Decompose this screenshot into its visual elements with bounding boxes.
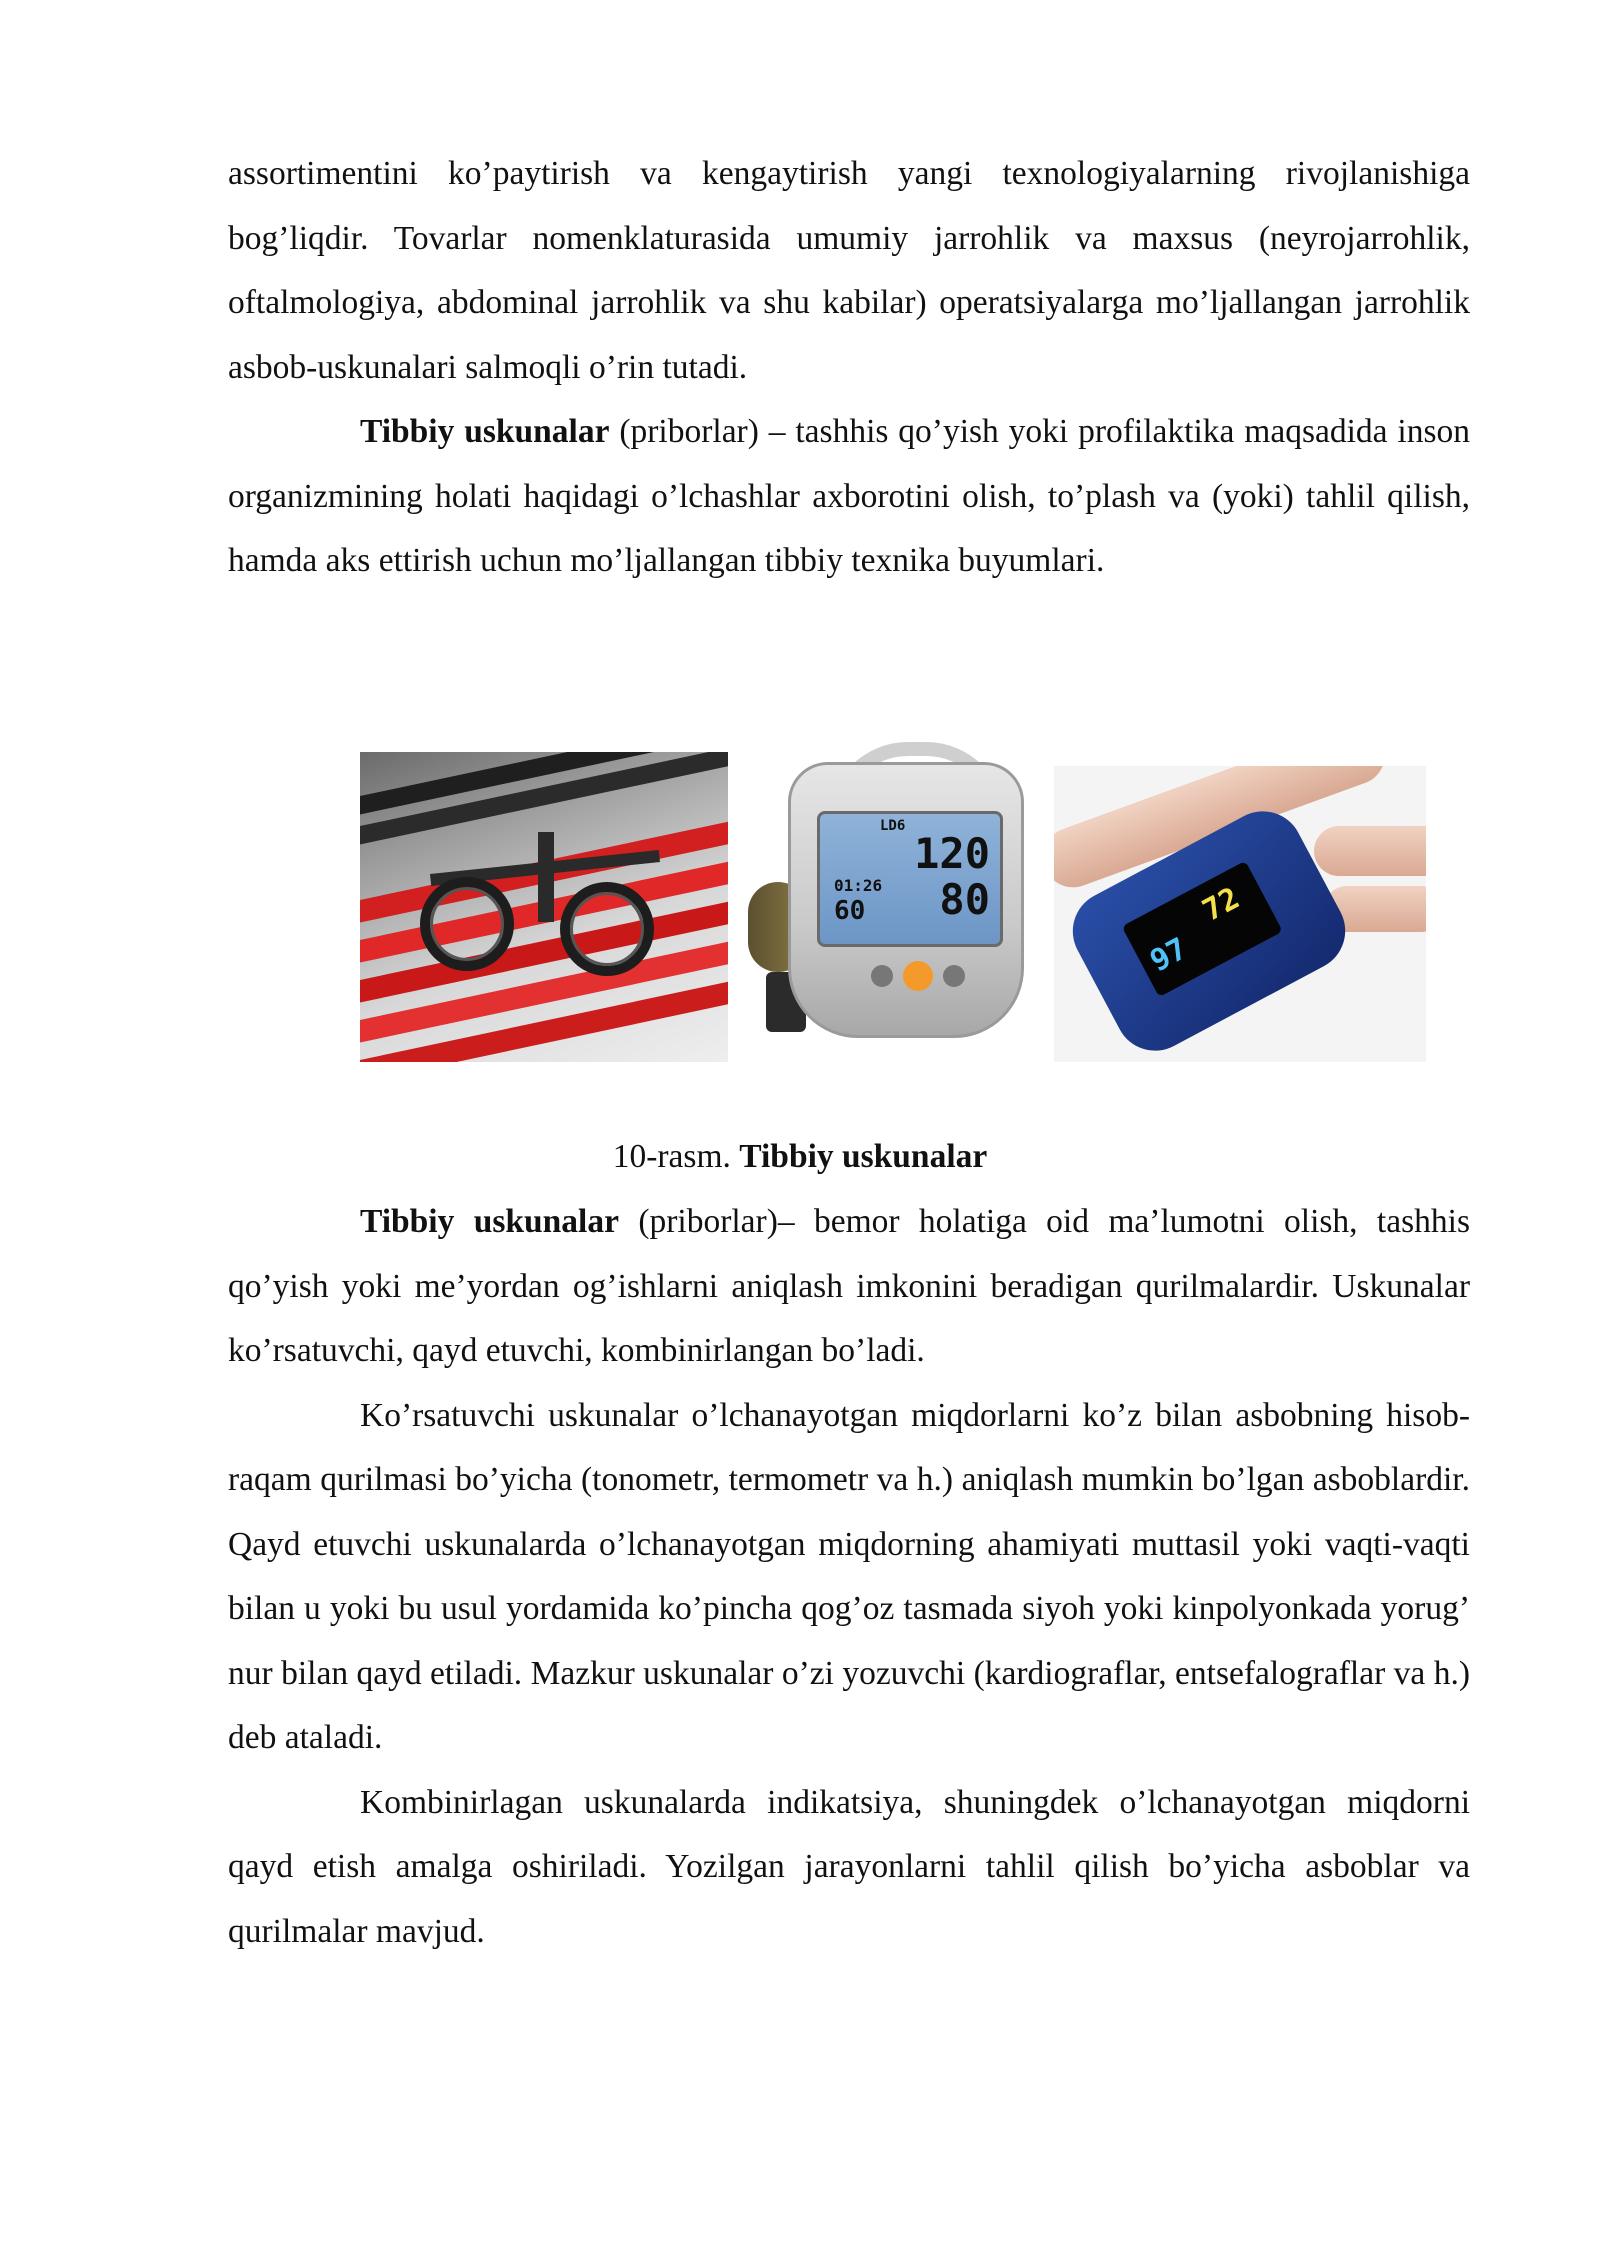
- oximeter-screen: [1122, 861, 1283, 997]
- bp-systolic: 120: [914, 829, 990, 878]
- definition-text: (priborlar) – tashhis qo’yish yoki profilaktika maqsadida inson organizmining holati haqidagi o’lchashlar axborotini olish, to’plash va (yoki) tahlil qilish, hamda aks ettirish uchun mo’ljallangan tibbiy texnika buyumlari.: [228, 413, 1470, 579]
- term-bold-2: Tibbiy uskunalar: [360, 1203, 619, 1240]
- caption-title: Tibbiy uskunalar: [739, 1138, 988, 1175]
- paragraph-combined: Kombinirlagan uskunalarda indikatsiya, shuningdek o’lchanayotgan miqdorni qayd etish amalga oshiriladi. Yozilgan jarayonlarni tahlil qilish bo’yicha asboblar va qurilmalar mavjud.: [228, 1783, 1470, 1950]
- bp-model: LD6: [880, 818, 906, 834]
- blood-pressure-monitor-icon: [748, 742, 1028, 1072]
- paragraph-definition-2: [228, 1190, 1470, 1384]
- bp-pulse: 60: [834, 896, 866, 926]
- text-block-top: [228, 142, 1470, 594]
- bp-screen: [817, 811, 1003, 947]
- term-bold: Tibbiy uskunalar: [360, 413, 610, 450]
- definition-text-2: (priborlar)– bemor holatiga oid ma’lumotni olish, tashhis qo’yish yoki me’yordan og’ishlarni aniqlash imkonini beradigan qurilmalardir. Uskunalar ko’rsatuvchi, qayd etuvchi, kombinirlangan bo’ladi.: [228, 1203, 1470, 1369]
- paragraph-definition: [228, 400, 1470, 594]
- figure-caption: [0, 1125, 1600, 1190]
- figure-medical-devices: [358, 742, 1438, 1072]
- paragraph-indicating: Ko’rsatuvchi uskunalar o’lchanayotgan miqdorlarni ko’z bilan asbobning hisob-raqam qurilmasi bo’yicha (tonometr, termometr va h.) aniqlash mumkin bo’lgan asboblardir. Qayd etuvchi uskunalarda o’lchanayotgan miqdorning ahamiyati muttasil yoki vaqti-vaqti bilan u yoki bu usul yordamida ko’pincha qog’oz tasmada siyoh yoki kinpolyonkada yorug’ nur bilan qayd etiladi. Mazkur uskunalar o’zi yozuvchi (kardiograflar, entsefalograflar va h.) deb ataladi.: [228, 1396, 1470, 1756]
- paragraph: assortimentini ko’paytirish va kengaytirish yangi texnologiyalarning rivojlanishiga bog’liqdir. Tovarlar nomenklaturasida umumiy jarrohlik va maxsus (neyrojarrohlik, oftalmologiya, abdominal jarrohlik va shu kabilar) operatsiyalarga mo’ljallangan jarrohlik asbob-uskunalari salmoqli o’rin tutadi.: [228, 155, 1470, 386]
- text-block-bottom: [228, 1190, 1470, 1964]
- trial-lens-frame-icon: [360, 752, 728, 1062]
- oximeter-spo2: 97: [1144, 931, 1193, 980]
- caption-number: 10-rasm.: [612, 1138, 740, 1175]
- bp-diastolic: 80: [939, 875, 990, 924]
- oximeter-pr: 72: [1196, 880, 1246, 929]
- pulse-oximeter-icon: [1054, 766, 1426, 1062]
- bp-time: 01:26: [834, 876, 883, 895]
